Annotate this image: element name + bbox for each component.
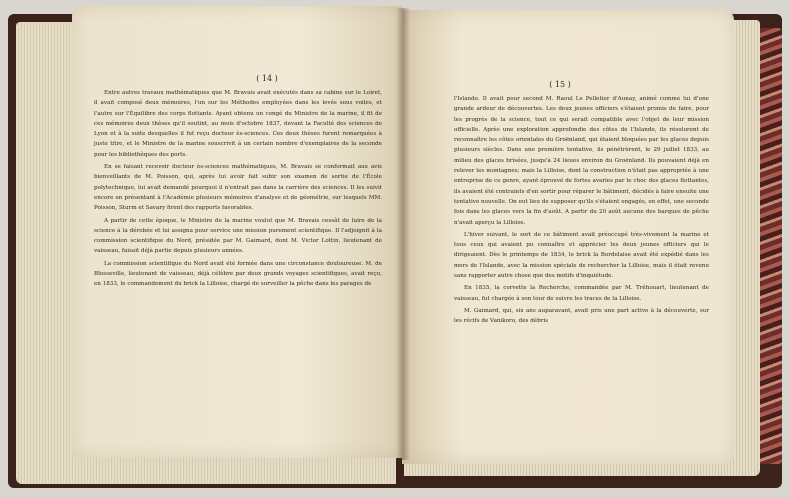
- right-page-number: ( 15 ): [549, 80, 571, 89]
- left-paragraph-4: La commission scientifique du Nord avait été formée dans une circonstance douloureuse. M. de Blosseville, lieutenant de vaisseau, déjà célèbre par deux grands voyages scientifiques, avait reçu, en 1833, le commandement du brick la Lilloise, chargé de surveiller la pêche dans les parages de: [94, 260, 382, 288]
- right-paragraph-3: En 1835, la corvette la Recherche, commandée par M. Tréhouart, lieutenant de vaisseau, fut chargée à son tour de suivre les traces de la Lilloise.: [454, 285, 709, 302]
- marbled-edge: [760, 28, 782, 464]
- left-page-text: [94, 88, 382, 292]
- book-gutter: [396, 8, 410, 460]
- right-paragraph-1: l'Islande. Il avait pour second M. Raoul Le Pelletier d'Aunay, animé comme lui d'une grande ardeur de découvertes. Les deux jeunes officiers s'étaient promis de faire, pour les progrès de la science, tout ce qui serait compatible avec l'objet de leur mission officielle. Après une exploration approfondie des côtes de l'Islande, ils résolurent de reconnaître les côtes orientales du Groënland, qui étaient bloquées par les glaces depuis plusieurs siècles. Dans une première tentative, ils pénétrèrent, le 29 juillet 1833, au milieu des glaces brisées, jusqu'à 24 lieues environ du Groënland. Ils pouvaient déjà en relever les montagnes; mais la Lilloise, dont la construction n'était pas appropriée à une entreprise de ce genre, ayant éprouvé de fortes avaries par le choc des glaces flottantes, ils avaient été contraints d'en sortir pour réparer le bâtiment, décidés à faire ensuite une tentative nouvelle. On eut lieu de supposer qu'ils s'étaient engagés, en effet, une seconde fois dans les glaces vers la fin d'août. A partir du 20 août aucune des barques de pêche n'avait aperçu la Lilloise.: [454, 96, 709, 226]
- left-paragraph-3: A partir de cette époque, le Ministre de la marine voulut que M. Bravais cessât de faire de la science à la dérobée et lui assigna pour service une mission purement scientifique. Il l'adjoignit à la commission scientifique du Nord, présidée par M. Gaimard, dont M. Victor Lottin, lieutenant de vaisseau, faisait déjà partie depuis plusieurs années.: [94, 217, 382, 255]
- left-paragraph-1: Entre autres travaux mathématiques que M. Bravais avait exécutés dans sa cabine sur le Loiret, il avait composé deux mémoires, l'un sur les Méthodes employées dans les levés sous voiles, et l'autre sur l'Équilibre des corps flottants. Ayant obtenu un congé du Ministre de la marine, il fit de ces mémoires deux thèses qu'il soutint, au mois d'octobre 1837, devant la Faculté des sciences de Lyon et à la suite desquelles il fut reçu docteur ès-sciences. Ces deux thèses furent remarquées à juste titre, et le Ministre de la marine souscrivit à un certain nombre d'exemplaires de la seconde pour les bibliothèques des ports.: [94, 90, 382, 158]
- left-page-number: ( 14 ): [256, 74, 278, 83]
- right-page-text: [454, 94, 709, 329]
- right-paragraph-4: M. Gaimard, qui, six ans auparavant, avait pris une part active à la découverte, sur les récifs de Vanikoro, des débris: [454, 307, 709, 325]
- left-paragraph-2: En se faisant recevoir docteur ès-sciences mathématiques, M. Bravais se conformait aux avis bienveillants de M. Poisson, qui, après lui avoir fait subir son examen de sortie de l'École polytechnique, lui avait demandé pourquoi il n'entrait pas dans la carrière des sciences. Il les suivit encore en présentant à l'Académie plusieurs mémoires d'analyse et de géométrie, sur lesquels MM. Poisson, Sturm et Savary firent des rapports favorables.: [94, 164, 382, 212]
- right-paragraph-2: L'hiver suivant, le sort de ce bâtiment avait préoccupé très-vivement la marine et tous ceux qui avaient pu connaître et apprécier les deux jeunes officiers qui le dirigeaient. Dès le printemps de 1834, le brick la Bordelaise avait été expédié dans les mers de l'Islande, avec la mission spéciale de rechercher la Lilloise, mais il était revenu sans rapporter autre chose que des motifs d'inquiétude.: [454, 231, 709, 280]
